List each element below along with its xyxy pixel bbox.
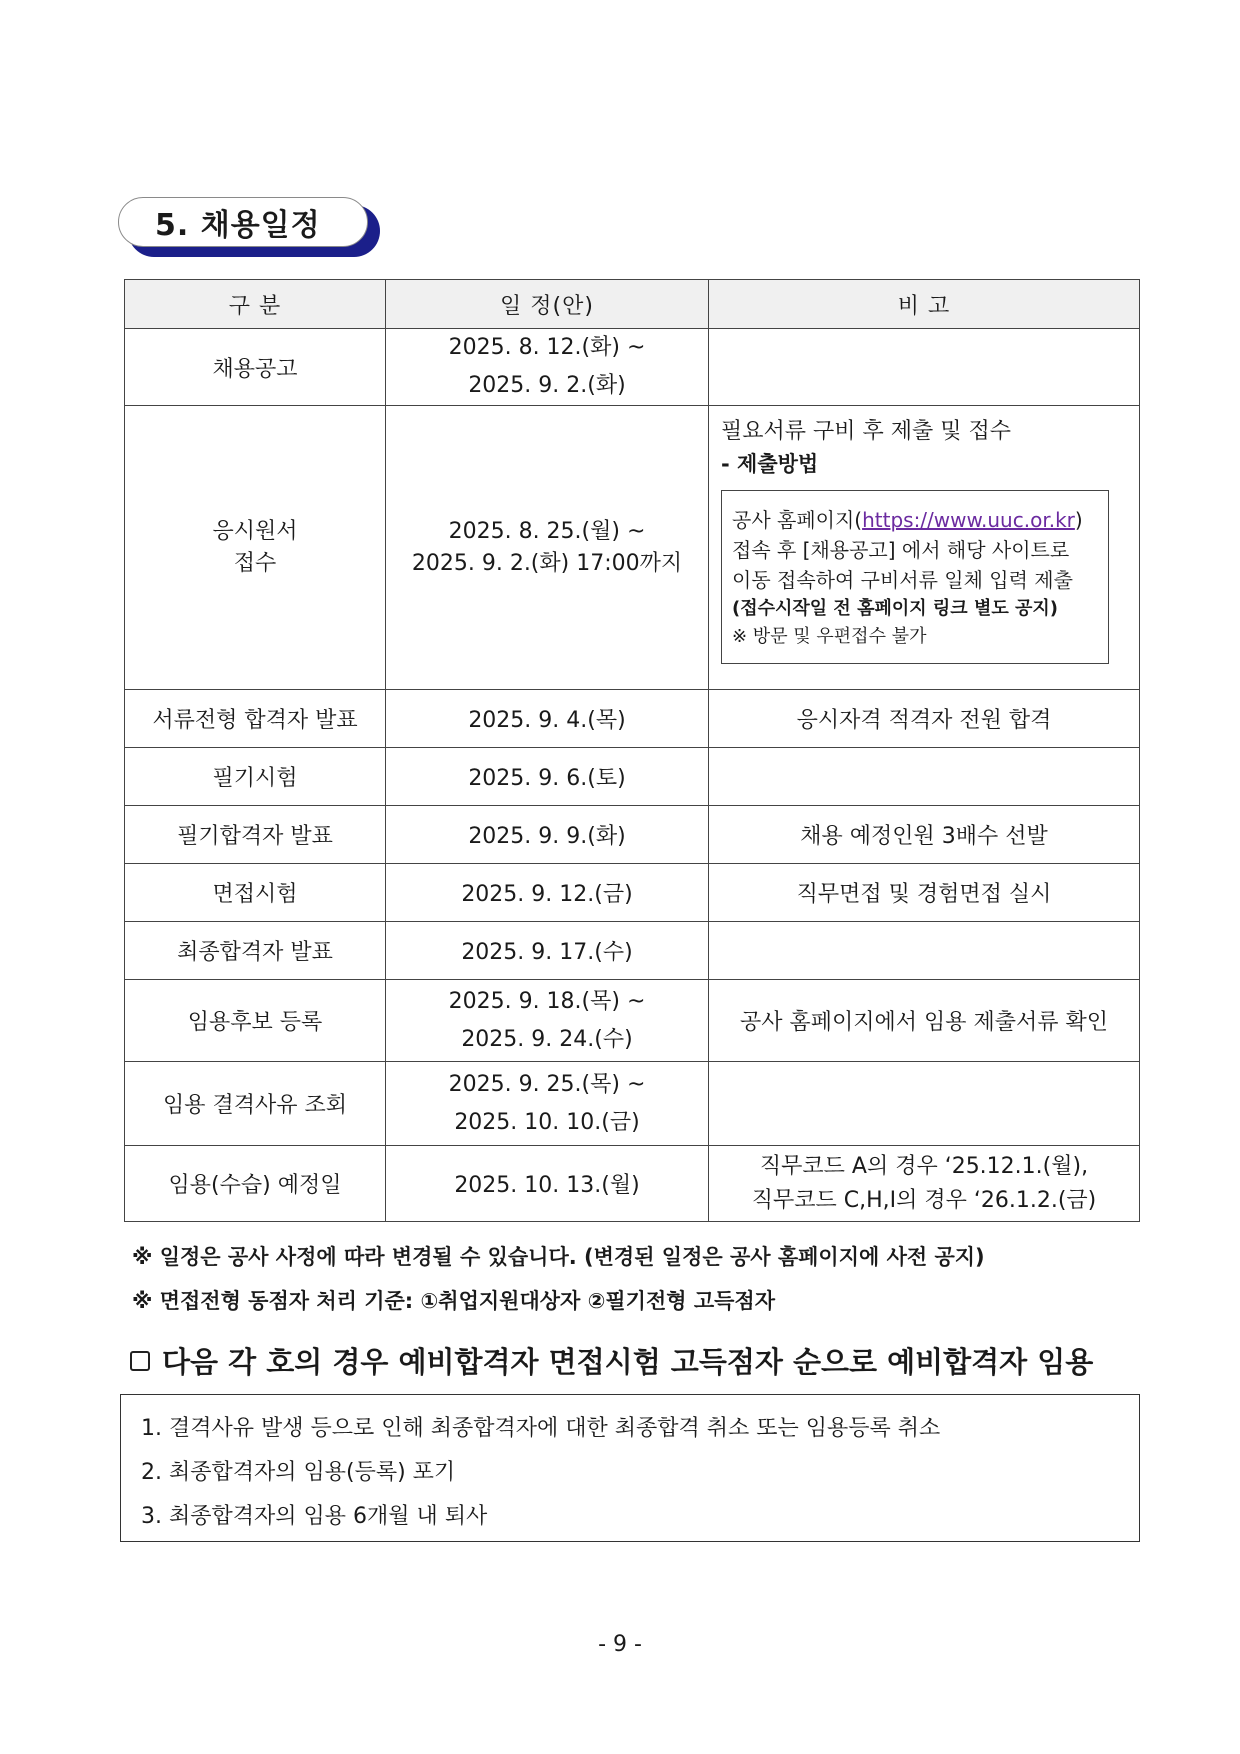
table-header-row [125, 280, 1140, 329]
list-item: 1. 결격사유 발생 등으로 인해 최종합격자에 대한 최종합격 취소 또는 임용등록 취소 [141, 1416, 941, 1441]
table-row [125, 406, 1140, 690]
date-start: 2025. 9. 25.(목) ~ [448, 1071, 646, 1097]
row-date [386, 980, 709, 1062]
checkbox-icon [130, 1351, 150, 1371]
table-row [125, 690, 1140, 748]
row-date: 2025. 9. 17.(수) [386, 922, 709, 980]
reserve-conditions-box [120, 1394, 1140, 1542]
row-note [709, 406, 1140, 690]
box-line: 이동 접속하여 구비서류 일체 입력 제출 [732, 568, 1073, 592]
homepage-link[interactable]: https://www.uuc.or.kr [862, 508, 1075, 532]
category-line: 응시원서 [212, 518, 298, 544]
row-note [709, 922, 1140, 980]
date-start: 2025. 9. 18.(목) ~ [448, 988, 646, 1014]
row-date [386, 406, 709, 690]
row-category: 채용공고 [125, 329, 386, 406]
category-line: 접수 [233, 550, 277, 576]
note-line: 직무코드 A의 경우 ‘25.12.1.(월), [759, 1153, 1089, 1179]
row-note [709, 748, 1140, 806]
section-title [118, 197, 380, 257]
reserve-candidate-heading-text: 다음 각 호의 경우 예비합격자 면접시험 고득점자 순으로 예비합격자 임용 [162, 1345, 1094, 1379]
date-end: 2025. 10. 10.(금) [454, 1109, 640, 1135]
reserve-candidate-heading [130, 1340, 1093, 1381]
date-start: 2025. 8. 25.(월) ~ [448, 518, 646, 544]
box-prefix: 공사 홈페이지( [732, 508, 863, 532]
page-number: - 9 - [598, 1632, 642, 1657]
row-category: 필기시험 [125, 748, 386, 806]
note-schedule-change: ※ 일정은 공사 사정에 따라 변경될 수 있습니다. (변경된 일정은 공사 홈페이지에 사전 공지) [132, 1245, 985, 1269]
submission-method-box [721, 490, 1109, 664]
table-row [125, 922, 1140, 980]
header-note: 비 고 [709, 280, 1140, 329]
date-end: 2025. 9. 2.(화) [468, 373, 626, 398]
list-item: 2. 최종합격자의 임용(등록) 포기 [141, 1460, 456, 1485]
schedule-table [124, 279, 1140, 1222]
row-note: 응시자격 적격자 전원 합격 [709, 690, 1140, 748]
row-date [386, 1062, 709, 1146]
section-title-label: 5. 채용일정 [118, 197, 368, 247]
row-note [709, 329, 1140, 406]
row-category: 서류전형 합격자 발표 [125, 690, 386, 748]
row-category: 최종합격자 발표 [125, 922, 386, 980]
table-row [125, 980, 1140, 1062]
row-date: 2025. 9. 4.(목) [386, 690, 709, 748]
box-line [732, 505, 1098, 535]
row-category: 필기합격자 발표 [125, 806, 386, 864]
table-row [125, 748, 1140, 806]
row-note [709, 1062, 1140, 1146]
schedule-notes [132, 1235, 985, 1323]
row-date: 2025. 10. 13.(월) [386, 1146, 709, 1222]
note-heading: 필요서류 구비 후 제출 및 접수 [721, 419, 1011, 444]
table-row [125, 1146, 1140, 1222]
table-row [125, 806, 1140, 864]
header-category: 구 분 [125, 280, 386, 329]
box-suffix: ) [1074, 508, 1083, 532]
header-date: 일 정(안) [386, 280, 709, 329]
row-date: 2025. 9. 12.(금) [386, 864, 709, 922]
table-row [125, 1062, 1140, 1146]
row-note: 채용 예정인원 3배수 선발 [709, 806, 1140, 864]
row-category: 임용(수습) 예정일 [125, 1146, 386, 1222]
row-note: 직무면접 및 경험면접 실시 [709, 864, 1140, 922]
row-category: 임용후보 등록 [125, 980, 386, 1062]
row-category: 임용 결격사유 조회 [125, 1062, 386, 1146]
note-subheading: - 제출방법 [721, 452, 819, 476]
date-start: 2025. 8. 12.(화) ~ [448, 335, 646, 360]
note-line: 직무코드 C,H,I의 경우 ‘26.1.2.(금) [751, 1187, 1097, 1213]
date-end: 2025. 9. 24.(수) [461, 1026, 633, 1052]
row-note [709, 1146, 1140, 1222]
row-date: 2025. 9. 6.(토) [386, 748, 709, 806]
row-note: 공사 홈페이지에서 임용 제출서류 확인 [709, 980, 1140, 1062]
box-line: 접속 후 [채용공고] 에서 해당 사이트로 [732, 538, 1070, 562]
table-row [125, 329, 1140, 406]
note-tie-break: ※ 면접전형 동점자 처리 기준: ①취업지원대상자 ②필기전형 고득점자 [132, 1289, 775, 1313]
row-date [386, 329, 709, 406]
date-end: 2025. 9. 2.(화) 17:00까지 [411, 550, 683, 576]
table-row [125, 864, 1140, 922]
row-category: 면접시험 [125, 864, 386, 922]
box-small-line: ※ 방문 및 우편접수 불가 [732, 626, 927, 647]
list-item: 3. 최종합격자의 임용 6개월 내 퇴사 [141, 1504, 488, 1529]
row-category [125, 406, 386, 690]
row-date: 2025. 9. 9.(화) [386, 806, 709, 864]
box-bold-line: (접수시작일 전 홈페이지 링크 별도 공지) [732, 598, 1058, 619]
